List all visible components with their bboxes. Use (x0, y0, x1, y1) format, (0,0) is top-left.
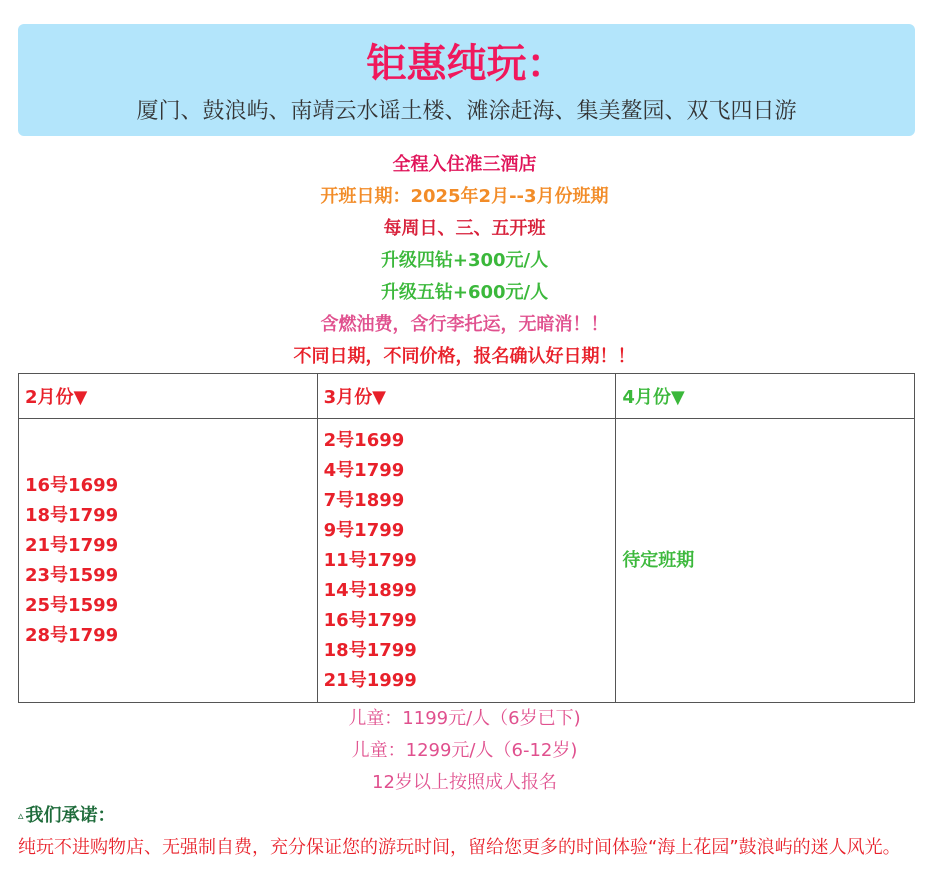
promise-text: 纯玩不进购物店、无强制自费，充分保证您的游玩时间，留给您更多的时间体验“海上花园”鼓浪屿的迷人风光。 (18, 837, 901, 858)
march-dates (317, 419, 616, 703)
date-price-item: 2号1699 (323, 429, 405, 451)
upgrade-five-diamond: 升级五钻+600元/人 (380, 282, 549, 303)
schedule-header-row (19, 374, 915, 419)
title-banner (18, 24, 915, 136)
promise-heading-text: 我们承诺： (25, 805, 116, 826)
date-notice: 不同日期，不同价格，报名确认好日期！！ (293, 346, 636, 367)
child-price-6-12: 儿童：1299元/人（6-12岁) (351, 740, 578, 761)
schedule-table (18, 373, 915, 703)
header-february: 2月份▼ (19, 374, 318, 419)
date-price-item: 18号1799 (323, 639, 417, 661)
tbd-schedule: 待定班期 (622, 549, 695, 571)
hotel-info: 全程入住准三酒店 (392, 154, 537, 175)
upgrade-four-diamond: 升级四钻+300元/人 (380, 250, 549, 271)
february-dates (19, 419, 318, 703)
date-price-item: 11号1799 (323, 549, 417, 571)
page-title: 钜惠纯玩： (366, 41, 567, 87)
promise-heading (18, 805, 116, 827)
date-price-item: 14号1899 (323, 579, 417, 601)
triangle-icon: ▵ (18, 809, 24, 822)
date-price-item: 21号1799 (25, 534, 119, 556)
child-price-under-6: 儿童：1199元/人（6岁已下) (348, 708, 581, 729)
page-subtitle: 厦门、鼓浪屿、南靖云水谣土楼、滩涂赶海、集美鳌园、双飞四日游 (136, 99, 797, 124)
date-price-item: 4号1799 (323, 459, 405, 481)
header-march: 3月份▼ (317, 374, 616, 419)
date-price-item: 25号1599 (25, 594, 119, 616)
date-price-item: 18号1799 (25, 504, 119, 526)
date-price-item: 28号1799 (25, 624, 119, 646)
header-april: 4月份▼ (616, 374, 915, 419)
schedule-body-row (19, 419, 915, 703)
departure-info: 开班日期：2025年2月--3月份班期 (320, 186, 609, 207)
date-price-item: 23号1599 (25, 564, 119, 586)
april-dates (616, 419, 915, 703)
date-price-item: 9号1799 (323, 519, 405, 541)
weekly-info: 每周日、三、五开班 (383, 218, 546, 239)
date-price-item: 16号1799 (323, 609, 417, 631)
date-price-item: 21号1999 (323, 669, 417, 691)
adult-age-note: 12岁以上按照成人报名 (372, 772, 557, 793)
date-price-item: 16号1699 (25, 474, 119, 496)
included-info: 含燃油费，含行李托运，无暗消！！ (320, 314, 609, 335)
date-price-item: 7号1899 (323, 489, 405, 511)
